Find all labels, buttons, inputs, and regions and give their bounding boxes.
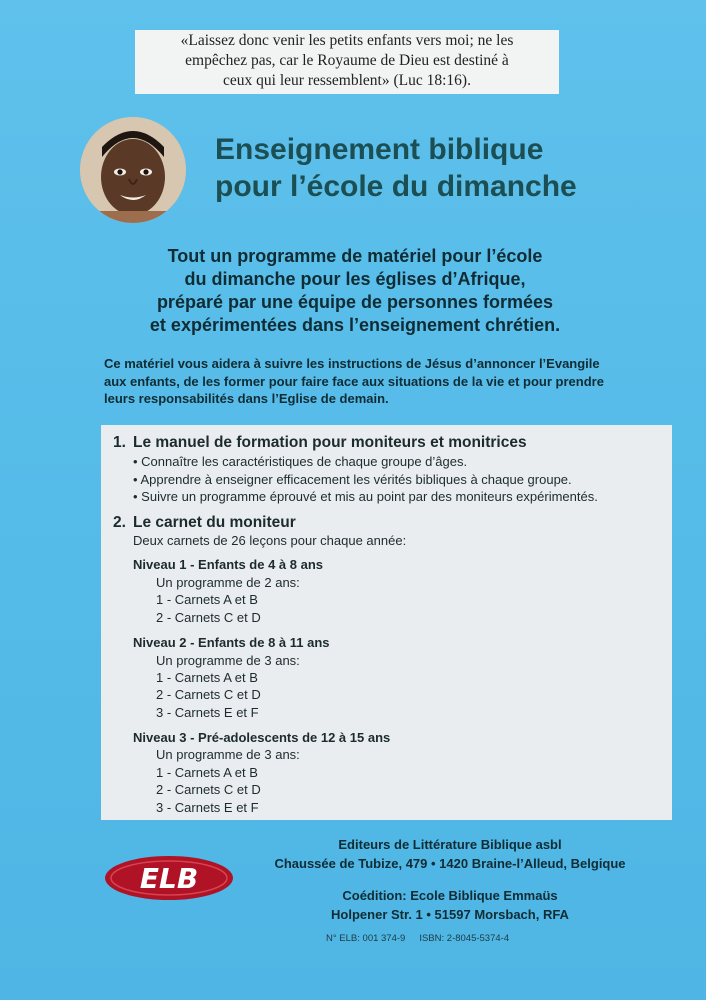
paragraph-line: leurs responsabilités dans l’Eglise de demain. — [104, 391, 389, 406]
level-item: 3 - Carnets E et F — [156, 705, 259, 720]
level-program: Un programme de 2 ans: — [156, 575, 300, 590]
isbn-number: ISBN: 2-8045-5374-4 — [419, 933, 510, 944]
section-title: Le carnet du moniteur — [133, 514, 296, 531]
coedition-line: Coédition: Ecole Biblique Emmaüs — [342, 888, 558, 903]
section-title: Le manuel de formation pour moniteurs et monitrices — [133, 434, 527, 451]
level-program: Un programme de 3 ans: — [156, 747, 300, 762]
bible-quote — [135, 30, 559, 94]
level-title: Niveau 2 - Enfants de 8 à 11 ans — [133, 635, 330, 650]
bullet-item: • Connaître les caractéristiques de chaque groupe d’âges. — [133, 454, 468, 469]
level-item: 2 - Carnets C et D — [156, 782, 261, 797]
bullet-item: • Suivre un programme éprouvé et mis au point par des moniteurs expérimentés. — [133, 489, 598, 504]
intro-line: préparé par une équipe de personnes formées — [156, 292, 554, 312]
quote-line: empêchez pas, car le Royaume de Dieu est destiné à — [185, 52, 509, 69]
section-number: 2. — [113, 514, 126, 531]
section-number: 1. — [113, 434, 126, 451]
quote-line: ceux qui leur ressemblent» (Luc 18:16). — [223, 72, 471, 89]
section-subtitle: Deux carnets de 26 leçons pour chaque année: — [133, 533, 407, 548]
level-title: Niveau 3 - Pré-adolescents de 12 à 15 ans — [133, 730, 391, 745]
title-line: pour l’école du dimanche — [215, 170, 577, 203]
page-title — [215, 131, 685, 205]
logo-text: ELB — [139, 862, 199, 895]
program-box — [101, 425, 672, 820]
section-heading — [113, 514, 296, 532]
bullet-item: • Apprendre à enseigner efficacement les vérités bibliques à chaque groupe. — [133, 472, 572, 487]
elb-logo-icon — [104, 855, 234, 901]
level-item: 2 - Carnets C et D — [156, 687, 261, 702]
level-item: 1 - Carnets A et B — [156, 765, 258, 780]
child-portrait-icon — [80, 117, 186, 223]
elb-number: N° ELB: 001 374-9 — [326, 933, 406, 944]
intro-line: et expérimentées dans l’enseignement chrétien. — [149, 315, 561, 335]
paragraph-line: Ce matériel vous aidera à suivre les instructions de Jésus d’annoncer l’Evangile — [104, 356, 600, 371]
publisher-line: Editeurs de Littérature Biblique asbl — [338, 837, 562, 852]
child-photo — [80, 117, 186, 223]
paragraph-line: aux enfants, de les former pour faire face aux situations de la vie et pour prendre — [104, 373, 604, 389]
level-title: Niveau 1 - Enfants de 4 à 8 ans — [133, 557, 324, 572]
intro-line: Tout un programme de matériel pour l’école — [167, 246, 543, 266]
level-item: 1 - Carnets A et B — [156, 592, 258, 607]
level-item: 1 - Carnets A et B — [156, 670, 258, 685]
intro-line: du dimanche pour les églises d’Afrique, — [184, 269, 526, 289]
elb-logo — [104, 855, 234, 901]
publisher-info — [230, 836, 670, 924]
description-paragraph — [104, 355, 674, 408]
catalog-codes — [326, 933, 509, 944]
publisher-address: Chaussée de Tubize, 479 • 1420 Braine-l’Alleud, Belgique — [274, 855, 626, 871]
title-line: Enseignement biblique — [215, 133, 544, 166]
coedition-address: Holpener Str. 1 • 51597 Morsbach, RFA — [331, 906, 569, 922]
intro-text — [60, 245, 650, 337]
level-program: Un programme de 3 ans: — [156, 653, 300, 668]
level-item: 3 - Carnets E et F — [156, 800, 259, 815]
section-heading — [113, 434, 527, 452]
quote-line: «Laissez donc venir les petits enfants vers moi; ne les — [180, 32, 514, 49]
level-item: 2 - Carnets C et D — [156, 610, 261, 625]
